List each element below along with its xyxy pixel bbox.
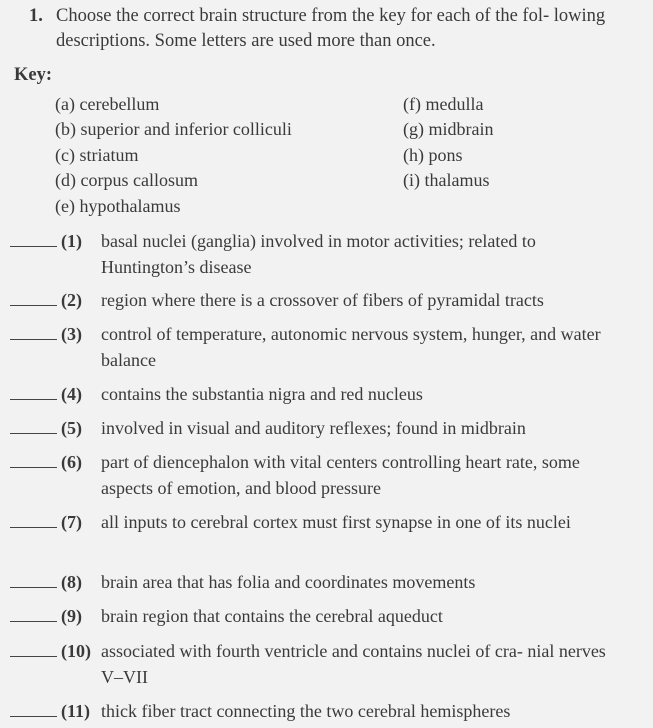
key-item-f: (f) medulla: [403, 94, 484, 114]
key-item-d: (d) corpus callosum: [55, 170, 198, 191]
list-item: [10, 509, 640, 535]
item-description: thick fiber tract connecting the two cerebral hemispheres: [101, 701, 511, 721]
key-item-a: (a) cerebellum: [55, 94, 160, 114]
item-description: involved in visual and auditory reflexes; found in midbrain: [101, 418, 526, 438]
key-title: Key:: [14, 65, 53, 85]
list-item: [10, 321, 640, 373]
list-item: [10, 228, 640, 280]
answer-blank[interactable]: [10, 656, 57, 657]
list-item: [10, 415, 640, 441]
key-item-h: (h) pons: [403, 144, 463, 165]
answer-blank[interactable]: [10, 716, 57, 717]
list-item: [10, 449, 640, 501]
item-number: (6): [61, 452, 82, 472]
answer-blank[interactable]: [10, 305, 57, 306]
list-item: [10, 698, 640, 724]
key-item-g: (g) midbrain: [403, 119, 494, 140]
question-number: 1.: [29, 6, 43, 26]
item-number: (5): [61, 418, 82, 438]
answer-blank[interactable]: [10, 587, 57, 588]
question-instructions: Choose the correct brain structure from the key for each of the fol- lowing descriptions. Some letters are used more than once.: [56, 6, 606, 51]
item-description: associated with fourth ventricle and contains nuclei of cra- nial nerves V–VII: [101, 641, 606, 687]
item-number: (2): [61, 290, 82, 310]
list-item: [10, 569, 640, 595]
answer-blank[interactable]: [10, 399, 57, 400]
question-header: [29, 4, 629, 54]
list-item: [10, 603, 640, 629]
list-item: [10, 381, 640, 407]
key-column-left: [55, 92, 292, 219]
item-number: (7): [61, 512, 82, 532]
key-item-e: (e) hypothalamus: [55, 195, 181, 216]
item-number: (8): [61, 572, 82, 592]
item-description: control of temperature, autonomic nervous system, hunger, and water balance: [101, 324, 601, 370]
item-description: contains the substantia nigra and red nucleus: [101, 384, 423, 404]
item-number: (4): [61, 384, 82, 404]
key-item-c: (c) striatum: [55, 144, 139, 165]
item-description: part of diencephalon with vital centers controlling heart rate, some aspects of emotion, and blood pressure: [101, 452, 580, 498]
item-number: (10): [61, 641, 91, 661]
item-description: basal nuclei (ganglia) involved in motor activities; related to Huntington’s disease: [101, 231, 536, 277]
item-number: (9): [61, 606, 82, 626]
list-item: [10, 287, 640, 313]
answer-blank[interactable]: [10, 527, 57, 528]
item-number: (3): [61, 324, 82, 344]
item-description: brain region that contains the cerebral aqueduct: [101, 606, 443, 626]
answer-blank[interactable]: [10, 246, 57, 247]
item-description: brain area that has folia and coordinates movements: [101, 572, 476, 592]
key-item-i: (i) thalamus: [403, 170, 490, 191]
answer-blank[interactable]: [10, 433, 57, 434]
item-description: all inputs to cerebral cortex must first synapse in one of its nuclei: [101, 512, 571, 532]
key-column-right: [403, 92, 493, 194]
answer-blank[interactable]: [10, 621, 57, 622]
list-item: [10, 638, 640, 690]
item-number: (1): [61, 231, 82, 251]
key-item-b: (b) superior and inferior colliculi: [55, 119, 292, 140]
item-number: (11): [61, 701, 90, 721]
answer-blank[interactable]: [10, 467, 57, 468]
answer-blank[interactable]: [10, 339, 57, 340]
item-description: region where there is a crossover of fibers of pyramidal tracts: [101, 290, 544, 310]
